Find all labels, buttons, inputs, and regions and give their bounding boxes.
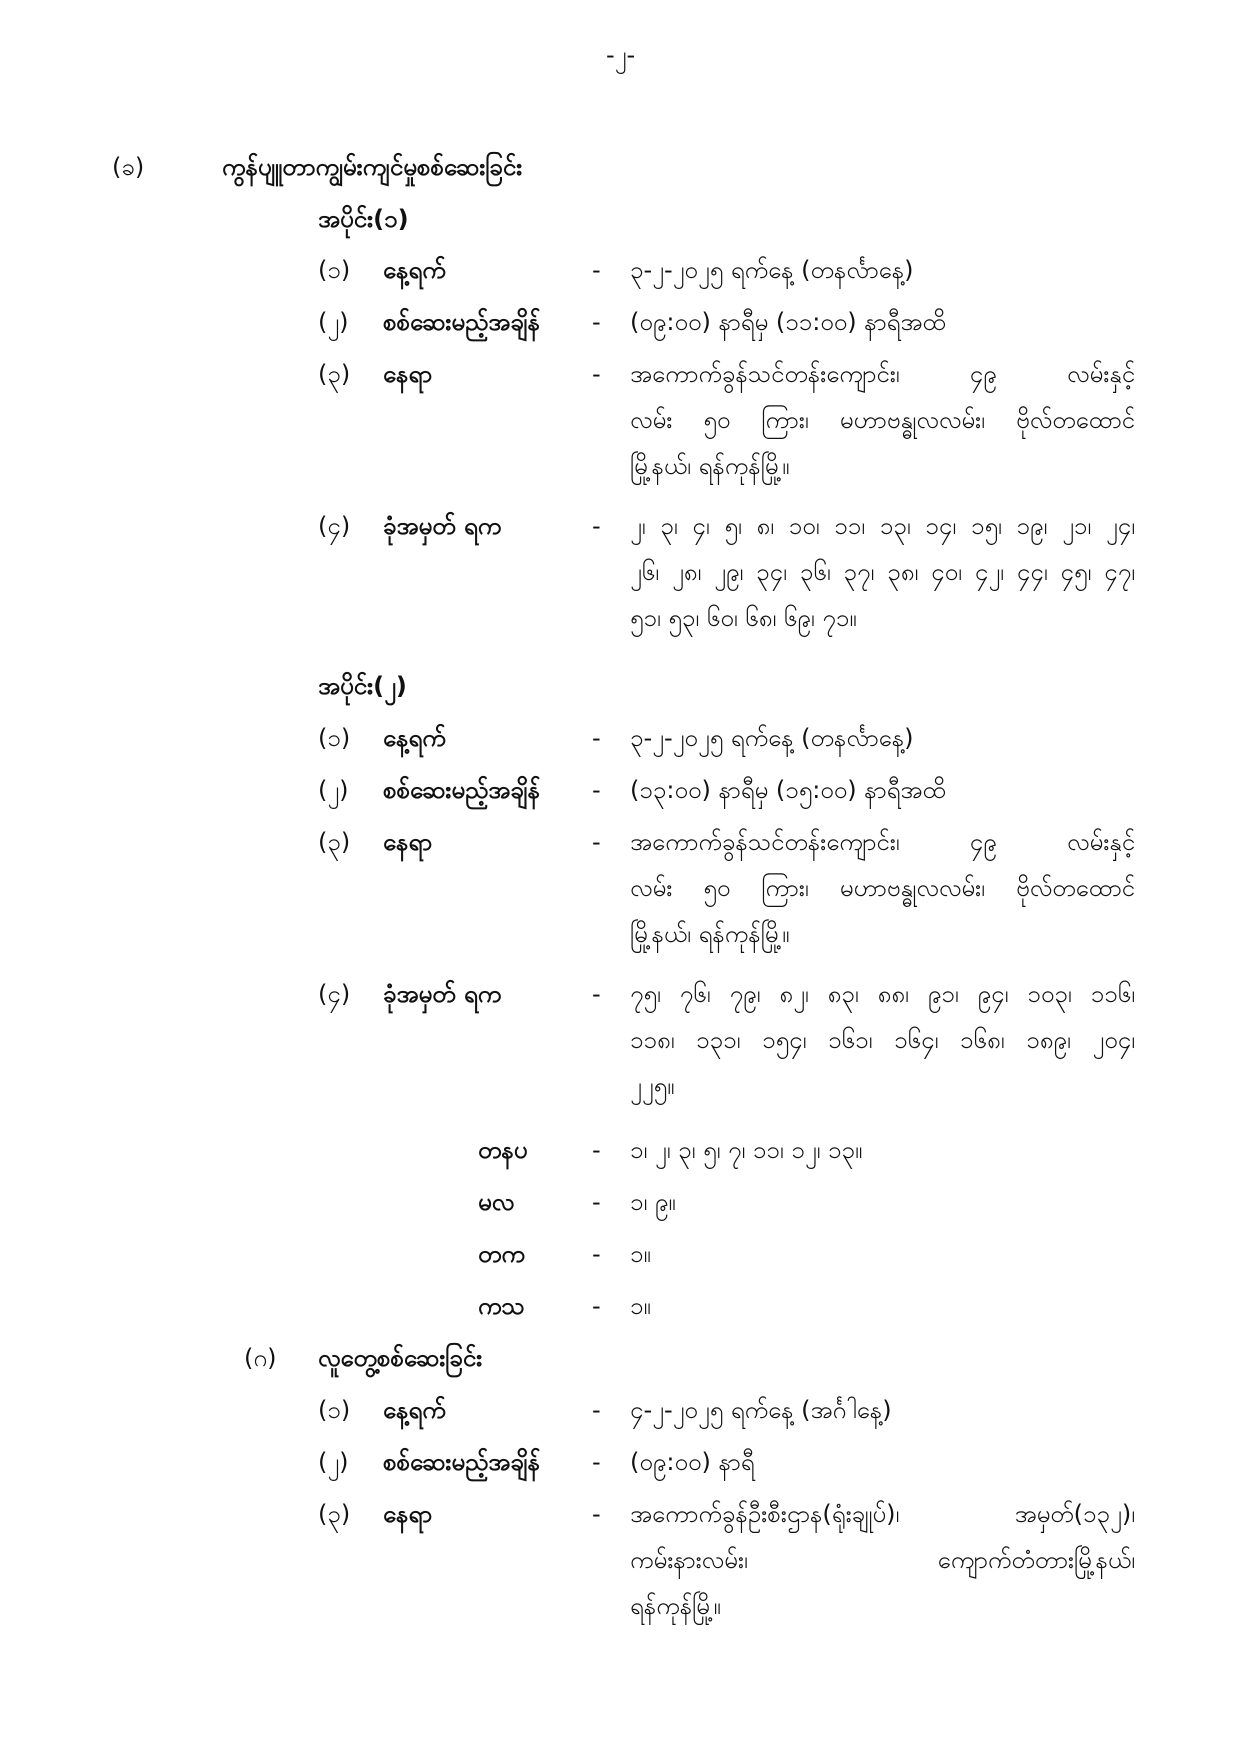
group-value: ၁။ [630,1240,651,1268]
group-label: ကသ [478,1292,525,1320]
field-label: နေ့ရက် [383,256,446,284]
field-value-line: အကောက်ခွန်ဦးစီးဌာန(ရုံးချုပ်)၊ အမှတ်(၁၃၂)၊ [630,1500,1135,1528]
separator-dash: - [592,1448,601,1476]
field-label: နေရာ [383,1500,433,1528]
part-title: အပိုင်း(၁) [318,205,409,233]
field-value-line: လမ်း ၅၀ ကြား၊ မဟာဗန္ဓုလလမ်း၊ ဗိုလ်တထောင် [630,406,1135,434]
section-marker: (ဂ) [244,1344,277,1372]
separator-dash: - [592,776,601,804]
item-number: (၄) [318,980,351,1008]
field-label: နေ့ရက် [383,724,446,752]
separator-dash: - [592,1188,601,1216]
group-label: တက [478,1240,525,1268]
field-label: ခုံအမှတ် ရက [383,512,502,540]
group-label: မလ [478,1188,515,1216]
field-label: စစ်ဆေးမည့်အချိန် [383,776,541,804]
field-value: ၃-၂-၂၀၂၅ ရက်နေ့ (တနင်္လာနေ့) [630,256,914,284]
field-value: (၀၉:၀၀) နာရီ [630,1448,755,1476]
item-number: (၃) [318,828,351,856]
item-number: (၂) [318,308,349,336]
item-number: (၃) [318,1500,351,1528]
part-title: အပိုင်း(၂) [318,672,407,700]
field-value-line: မြို့နယ်၊ ရန်ကုန်မြို့။ [630,452,790,480]
separator-dash: - [592,360,601,388]
page-number: -၂- [606,41,636,69]
item-number: (၄) [318,512,351,540]
separator-dash: - [592,308,601,336]
group-value: ၁၊ ၂၊ ၃၊ ၅၊ ၇၊ ၁၁၊ ၁၂၊ ၁၃။ [630,1136,863,1164]
field-value-line: ၂၆၊ ၂၈၊ ၂၉၊ ၃၄၊ ၃၆၊ ၃၇၊ ၃၈၊ ၄၀၊ ၄၂၊ ၄၄၊ ၄၅၊ ၄၇၊ [630,558,1135,586]
field-value: ၄-၂-၂၀၂၅ ရက်နေ့ (အင်္ဂါနေ့) [630,1396,892,1424]
separator-dash: - [592,256,601,284]
item-number: (၂) [318,776,349,804]
field-label: စစ်ဆေးမည့်အချိန် [383,1448,541,1476]
field-value: ၃-၂-၂၀၂၅ ရက်နေ့ (တနင်္လာနေ့) [630,724,914,752]
separator-dash: - [592,828,601,856]
field-value-line: ကမ်းနားလမ်း၊ ကျောက်တံတားမြို့နယ်၊ [630,1546,1135,1574]
item-number: (၁) [318,724,351,752]
separator-dash: - [592,1396,601,1424]
group-value: ၁။ [630,1292,651,1320]
field-value-line: အကောက်ခွန်သင်တန်းကျောင်း၊ ၄၉ လမ်းနှင့် [630,360,1135,388]
section-title: လူတွေ့စစ်ဆေးခြင်း [318,1344,483,1372]
field-value-line: ၂၂၅။ [630,1072,675,1100]
section-title: ကွန်ပျူတာကျွမ်းကျင်မှုစစ်ဆေးခြင်း [222,153,523,181]
group-value: ၁၊ ၉။ [630,1188,676,1216]
item-number: (၃) [318,360,351,388]
group-label: တနပ [478,1136,528,1164]
field-value: (၀၉:၀၀) နာရီမှ (၁၁:၀၀) နာရီအထိ [630,308,946,336]
field-value-line: အကောက်ခွန်သင်တန်းကျောင်း၊ ၄၉ လမ်းနှင့် [630,828,1135,856]
separator-dash: - [592,724,601,752]
field-value: (၁၃:၀၀) နာရီမှ (၁၅:၀၀) နာရီအထိ [630,776,946,804]
field-value-line: ၅၁၊ ၅၃၊ ၆၀၊ ၆၈၊ ၆၉၊ ၇၁။ [630,604,857,632]
item-number: (၂) [318,1448,349,1476]
field-label: နေ့ရက် [383,1396,446,1424]
separator-dash: - [592,1240,601,1268]
field-label: နေရာ [383,828,433,856]
field-label: ခုံအမှတ် ရက [383,980,502,1008]
separator-dash: - [592,512,601,540]
field-value-line: လမ်း ၅၀ ကြား၊ မဟာဗန္ဓုလလမ်း၊ ဗိုလ်တထောင် [630,874,1135,902]
field-value-line: ၁၁၈၊ ၁၃၁၊ ၁၅၄၊ ၁၆၁၊ ၁၆၄၊ ၁၆၈၊ ၁၈၉၊ ၂၀၄၊ [630,1026,1135,1054]
field-value-line: ၂၊ ၃၊ ၄၊ ၅၊ ၈၊ ၁၀၊ ၁၁၊ ၁၃၊ ၁၄၊ ၁၅၊ ၁၉၊ ၂၁၊ ၂၄၊ [630,512,1135,540]
item-number: (၁) [318,256,351,284]
field-value-line: ရန်ကုန်မြို့။ [630,1592,721,1620]
separator-dash: - [592,1136,601,1164]
separator-dash: - [592,1292,601,1320]
field-label: နေရာ [383,360,433,388]
section-marker: (ခ) [112,153,145,181]
field-value-line: မြို့နယ်၊ ရန်ကုန်မြို့။ [630,920,790,948]
separator-dash: - [592,980,601,1008]
field-label: စစ်ဆေးမည့်အချိန် [383,308,541,336]
separator-dash: - [592,1500,601,1528]
item-number: (၁) [318,1396,351,1424]
field-value-line: ၇၅၊ ၇၆၊ ၇၉၊ ၈၂၊ ၈၃၊ ၈၈၊ ၉၁၊ ၉၄၊ ၁၀၃၊ ၁၁၆၊ [630,980,1135,1008]
